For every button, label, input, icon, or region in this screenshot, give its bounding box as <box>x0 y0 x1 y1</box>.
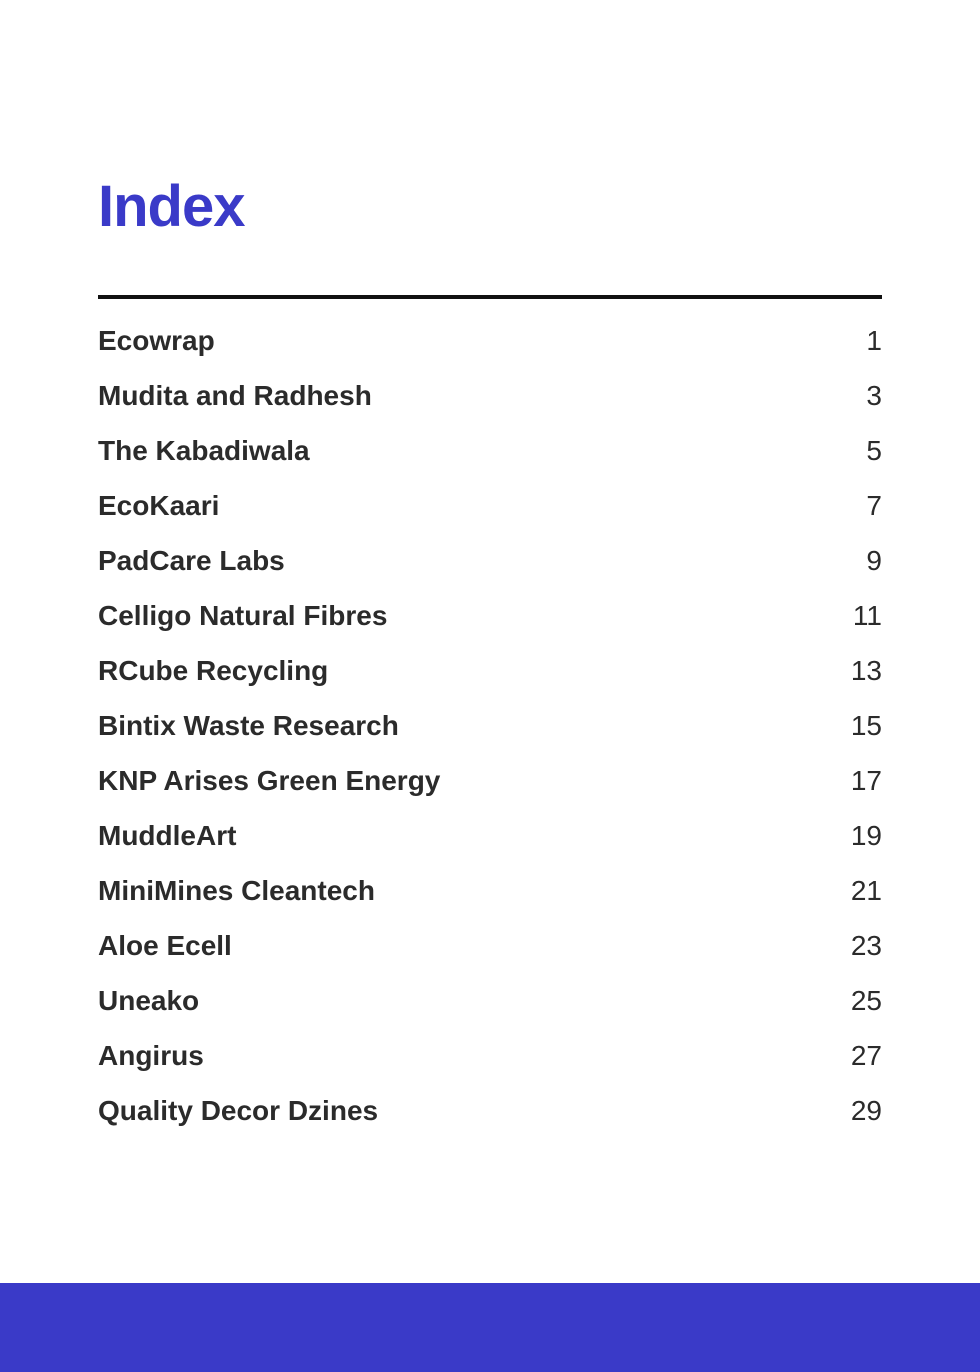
index-entry[interactable] <box>98 863 882 918</box>
index-entry-page: 13 <box>850 654 882 686</box>
index-entry[interactable] <box>98 313 882 368</box>
index-entry[interactable] <box>98 918 882 973</box>
index-entry-page: 1 <box>866 324 882 356</box>
index-entry-title: Quality Decor Dzines <box>98 1094 379 1126</box>
index-entry-title: EcoKaari <box>98 489 220 521</box>
index-entry-title: Aloe Ecell <box>98 929 232 961</box>
index-entry-page: 17 <box>850 764 882 796</box>
index-entry-page: 27 <box>850 1039 882 1071</box>
index-entry-page: 29 <box>850 1094 882 1126</box>
index-entry-page: 21 <box>850 874 882 906</box>
index-entry[interactable] <box>98 423 882 478</box>
index-entry-title: Uneako <box>98 984 200 1016</box>
index-entry-page: 11 <box>852 599 882 631</box>
index-entry[interactable] <box>98 698 882 753</box>
page-title: Index <box>98 174 245 239</box>
index-entry[interactable] <box>98 1028 882 1083</box>
index-entry-title: Bintix Waste Research <box>98 709 399 741</box>
index-entry-title: MuddleArt <box>98 819 237 851</box>
index-entry-page: 3 <box>866 379 882 411</box>
index-entry[interactable] <box>98 478 882 533</box>
index-entry[interactable] <box>98 973 882 1028</box>
index-entry-page: 25 <box>850 984 882 1016</box>
index-entry-page: 19 <box>850 819 882 851</box>
index-entry[interactable] <box>98 1083 882 1138</box>
index-entry-page: 7 <box>866 489 882 521</box>
index-entry-title: Angirus <box>98 1039 204 1071</box>
index-entry[interactable] <box>98 643 882 698</box>
index-entry[interactable] <box>98 753 882 808</box>
index-entry-title: KNP Arises Green Energy <box>98 764 441 796</box>
title-divider <box>98 295 882 299</box>
footer-band <box>0 1283 980 1372</box>
index-list <box>98 313 882 1138</box>
index-entry-title: RCube Recycling <box>98 654 329 686</box>
index-entry-page: 15 <box>850 709 882 741</box>
index-entry-title: Mudita and Radhesh <box>98 379 372 411</box>
index-entry-title: PadCare Labs <box>98 544 285 576</box>
index-entry-page: 23 <box>850 929 882 961</box>
index-entry-title: MiniMines Cleantech <box>98 874 375 906</box>
index-entry[interactable] <box>98 368 882 423</box>
index-entry-page: 9 <box>866 544 882 576</box>
index-entry-title: The Kabadiwala <box>98 434 310 466</box>
index-entry[interactable] <box>98 808 882 863</box>
index-entry-page: 5 <box>866 434 882 466</box>
index-entry-title: Ecowrap <box>98 324 215 356</box>
index-entry-title: Celligo Natural Fibres <box>98 599 388 631</box>
index-entry[interactable] <box>98 533 882 588</box>
index-entry[interactable] <box>98 588 882 643</box>
